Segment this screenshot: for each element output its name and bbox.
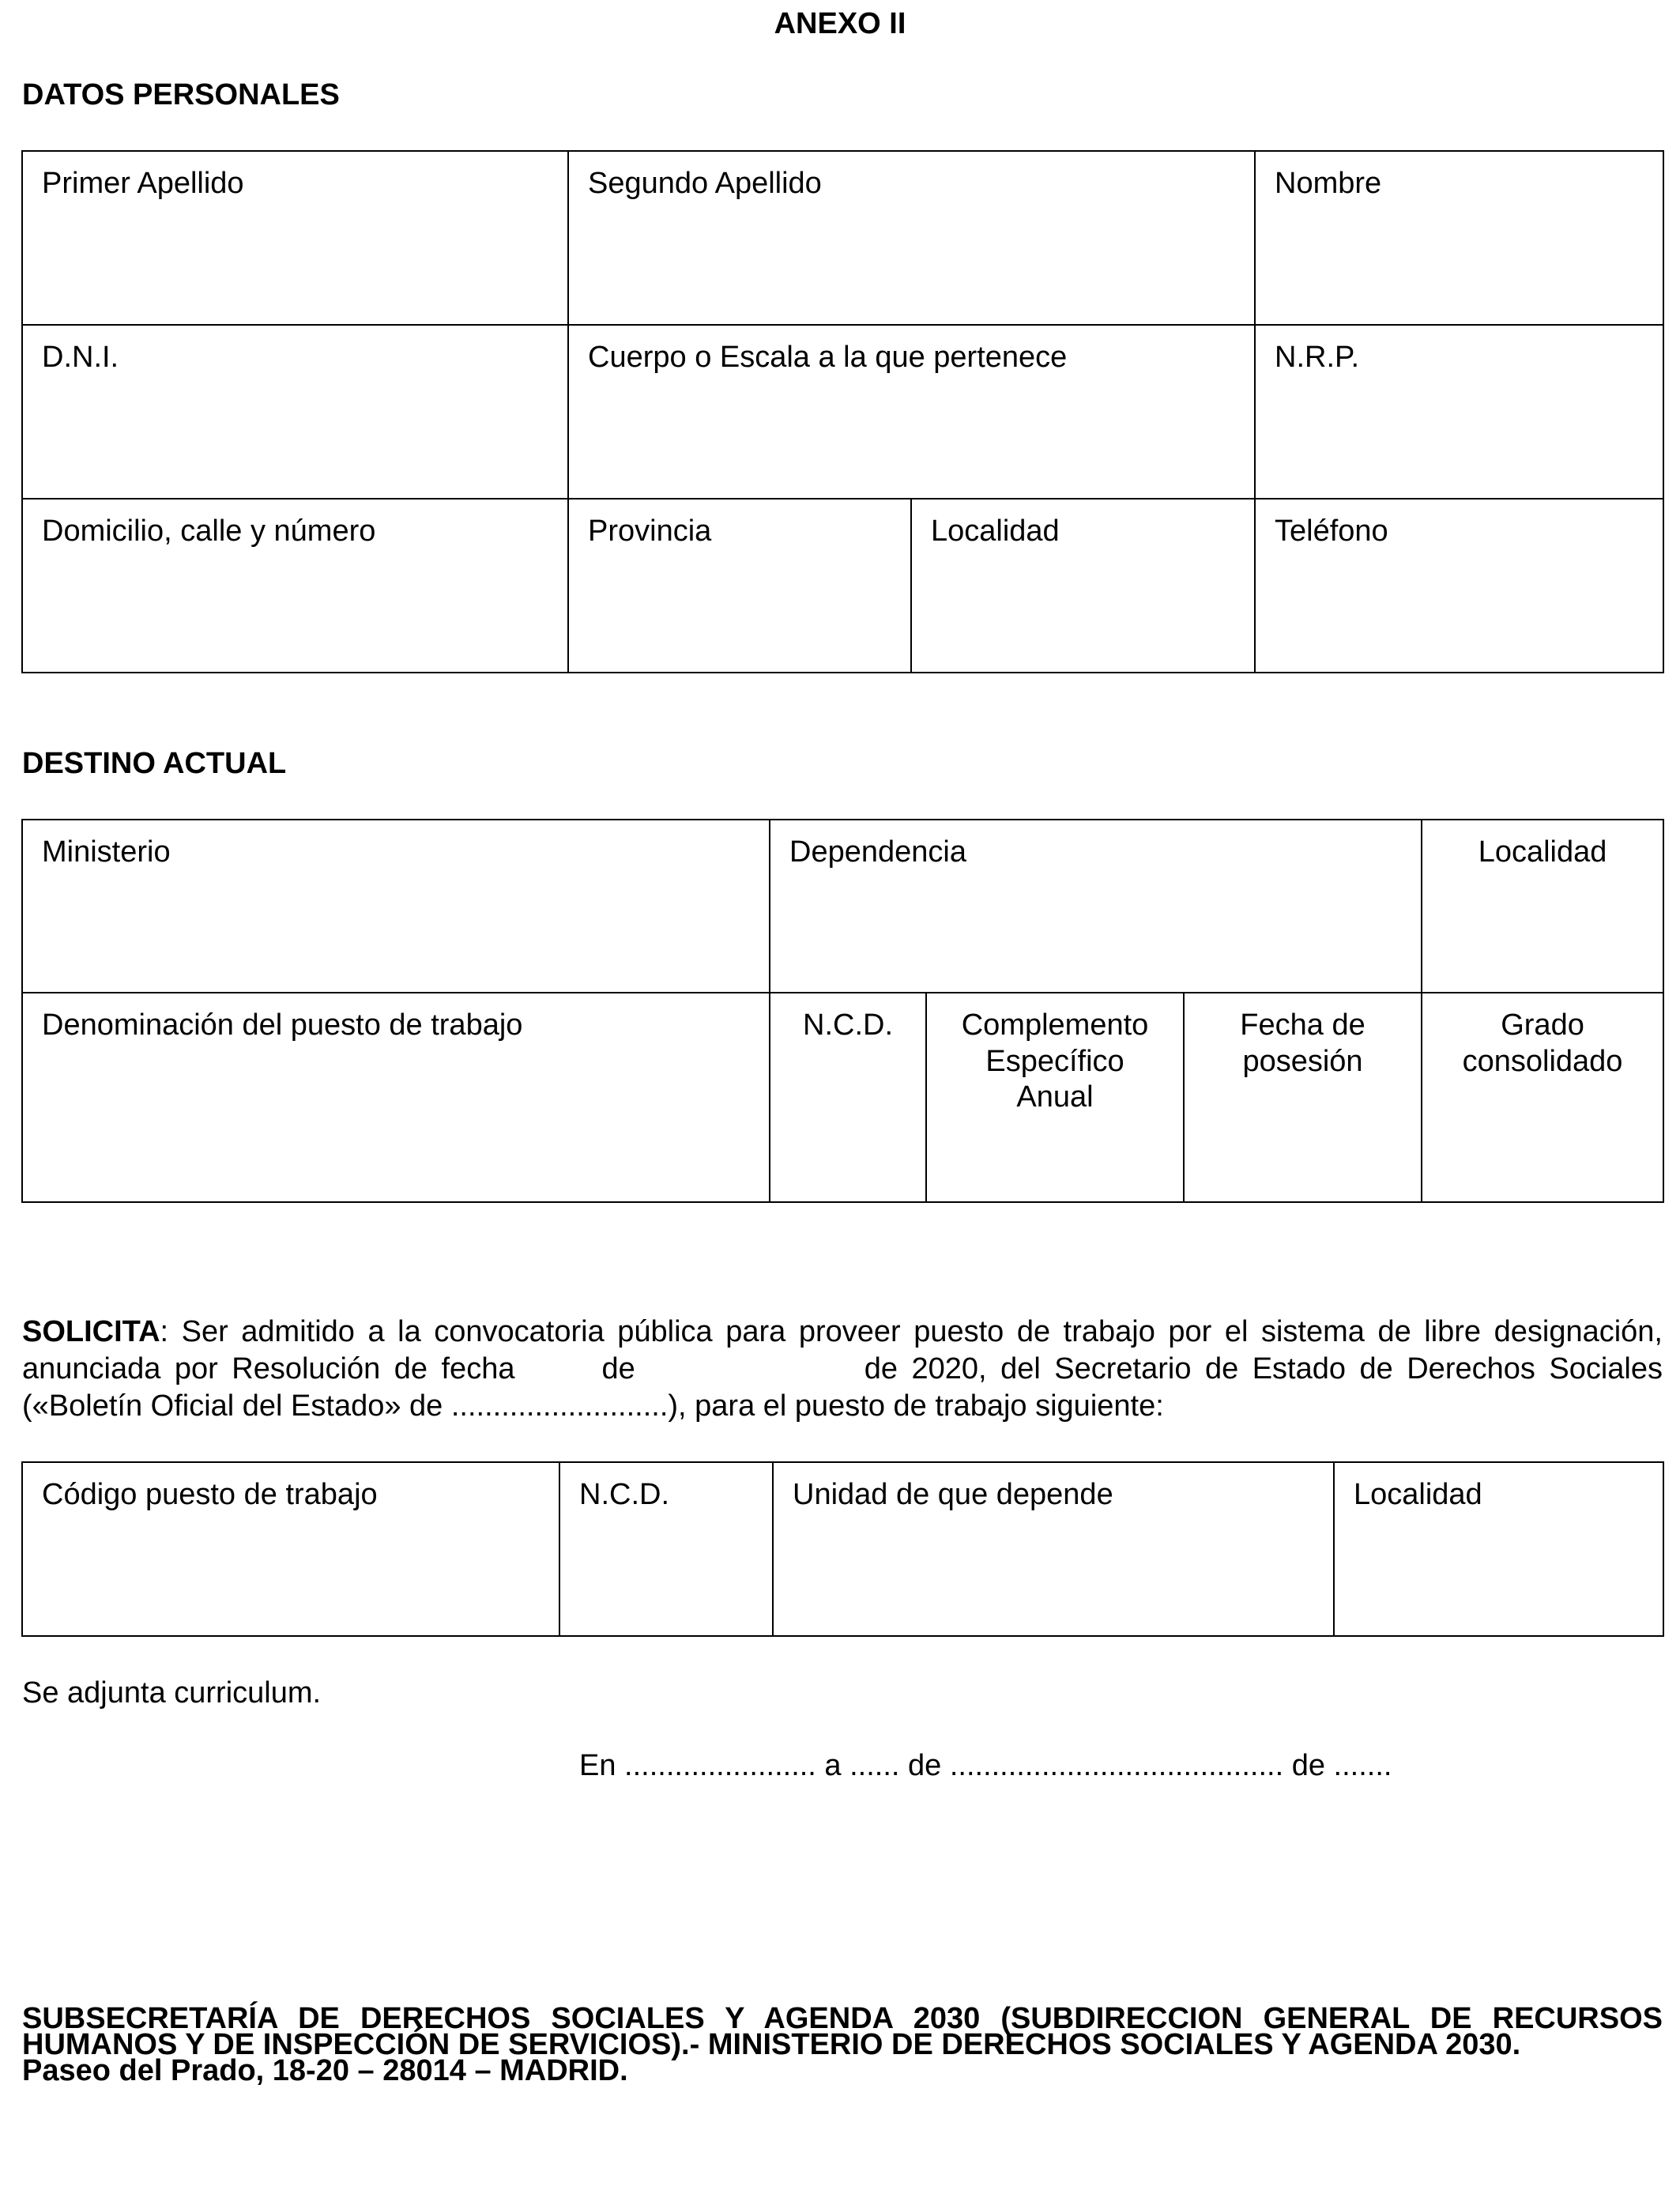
- solicita-text-2a: anunciada por Resolución de fecha: [22, 1352, 515, 1385]
- field-unidad[interactable]: [773, 1462, 1334, 1636]
- field-nombre[interactable]: [1255, 151, 1663, 325]
- label-provincia: Provincia: [588, 515, 712, 548]
- field-dependencia[interactable]: [770, 820, 1422, 993]
- label-dni: D.N.I.: [42, 341, 119, 374]
- field-cuerpo[interactable]: [568, 325, 1255, 499]
- solicita-label: SOLICITA: [22, 1315, 160, 1348]
- label-ministerio: Ministerio: [42, 835, 171, 869]
- field-localidad-puesto[interactable]: [1334, 1462, 1663, 1636]
- label-ncd-destino: N.C.D.: [803, 1008, 893, 1042]
- solicita-line-1: [22, 1314, 1663, 1351]
- field-ncd-puesto[interactable]: [559, 1462, 773, 1636]
- field-domicilio[interactable]: [22, 499, 568, 673]
- solicita-line-2: [22, 1351, 1663, 1388]
- field-provincia[interactable]: [568, 499, 911, 673]
- footer-line-3: Paseo del Prado, 18-20 – 28014 – MADRID.: [22, 2054, 628, 2087]
- label-codigo-puesto: Código puesto de trabajo: [42, 1478, 378, 1511]
- label-complemento: [927, 993, 1183, 1116]
- label-fecha-line: Fecha de: [1240, 1008, 1365, 1042]
- label-complemento-line: Anual: [1016, 1080, 1094, 1114]
- label-fecha-line: posesión: [1242, 1044, 1363, 1078]
- label-grado-line: Grado: [1501, 1008, 1584, 1042]
- destino-table: [21, 819, 1664, 1203]
- label-nrp: N.R.P.: [1275, 341, 1360, 374]
- curriculum-note: Se adjunta curriculum.: [22, 1676, 322, 1710]
- section-heading-destino: DESTINO ACTUAL: [22, 747, 287, 780]
- place-date-line: En ....................... a ...... de ........................................ de .......: [579, 1749, 1392, 1782]
- field-grado[interactable]: [1422, 993, 1663, 1202]
- label-denominacion: Denominación del puesto de trabajo: [42, 1008, 523, 1042]
- label-grado: [1422, 993, 1663, 1080]
- label-segundo-apellido: Segundo Apellido: [588, 167, 822, 200]
- label-fecha-posesion: [1185, 993, 1421, 1080]
- solicita-text-2b: de: [601, 1352, 635, 1385]
- label-telefono: Teléfono: [1275, 515, 1388, 548]
- solicita-text-2c: de 2020, del Secretario de Estado de Derechos Sociales: [864, 1352, 1663, 1385]
- field-segundo-apellido[interactable]: [568, 151, 1255, 325]
- field-ministerio[interactable]: [22, 820, 770, 993]
- label-unidad: Unidad de que depende: [793, 1478, 1113, 1511]
- field-denominacion[interactable]: [22, 993, 770, 1202]
- field-primer-apellido[interactable]: [22, 151, 568, 325]
- field-telefono[interactable]: [1255, 499, 1663, 673]
- section-heading-personal: DATOS PERSONALES: [22, 78, 340, 111]
- field-ncd-destino[interactable]: [770, 993, 926, 1202]
- field-localidad-destino[interactable]: [1422, 820, 1663, 993]
- field-dni[interactable]: [22, 325, 568, 499]
- page-title: ANEXO II: [774, 7, 906, 40]
- footer-line-2: HUMANOS Y DE INSPECCIÓN DE SERVICIOS).- MINISTERIO DE DERECHOS SOCIALES Y AGENDA 2030.: [22, 2028, 1521, 2061]
- solicita-line-3: («Boletín Oficial del Estado» de ..........................), para el puesto de trabajo siguiente:: [22, 1389, 1164, 1423]
- solicita-paragraph: [22, 1314, 1663, 1425]
- field-complemento[interactable]: [926, 993, 1184, 1202]
- label-grado-line: consolidado: [1462, 1044, 1623, 1078]
- field-codigo-puesto[interactable]: [22, 1462, 559, 1636]
- label-domicilio: Domicilio, calle y número: [42, 515, 376, 548]
- label-localidad-puesto: Localidad: [1354, 1478, 1482, 1511]
- label-localidad: Localidad: [931, 515, 1060, 548]
- label-primer-apellido: Primer Apellido: [42, 167, 244, 200]
- footer-address: [22, 2002, 1663, 2087]
- field-localidad[interactable]: [911, 499, 1255, 673]
- label-ncd-puesto: N.C.D.: [579, 1478, 669, 1511]
- label-nombre: Nombre: [1275, 167, 1382, 200]
- footer-line-1: SUBSECRETARÍA DE DERECHOS SOCIALES Y AGENDA 2030 (SUBDIRECCION GENERAL DE RECURSOS: [22, 2002, 1663, 2035]
- solicita-text-1: : Ser admitido a la convocatoria pública para proveer puesto de trabajo por el sistema de libre designación,: [160, 1315, 1663, 1348]
- label-complemento-line: Complemento: [961, 1008, 1149, 1042]
- personal-data-table: [21, 150, 1664, 673]
- label-localidad-destino: Localidad: [1478, 835, 1607, 869]
- puesto-table: [21, 1461, 1664, 1637]
- label-dependencia: Dependencia: [789, 835, 966, 869]
- label-complemento-line: Específico: [985, 1044, 1124, 1078]
- field-nrp[interactable]: [1255, 325, 1663, 499]
- label-cuerpo: Cuerpo o Escala a la que pertenece: [588, 341, 1068, 374]
- field-fecha-posesion[interactable]: [1184, 993, 1422, 1202]
